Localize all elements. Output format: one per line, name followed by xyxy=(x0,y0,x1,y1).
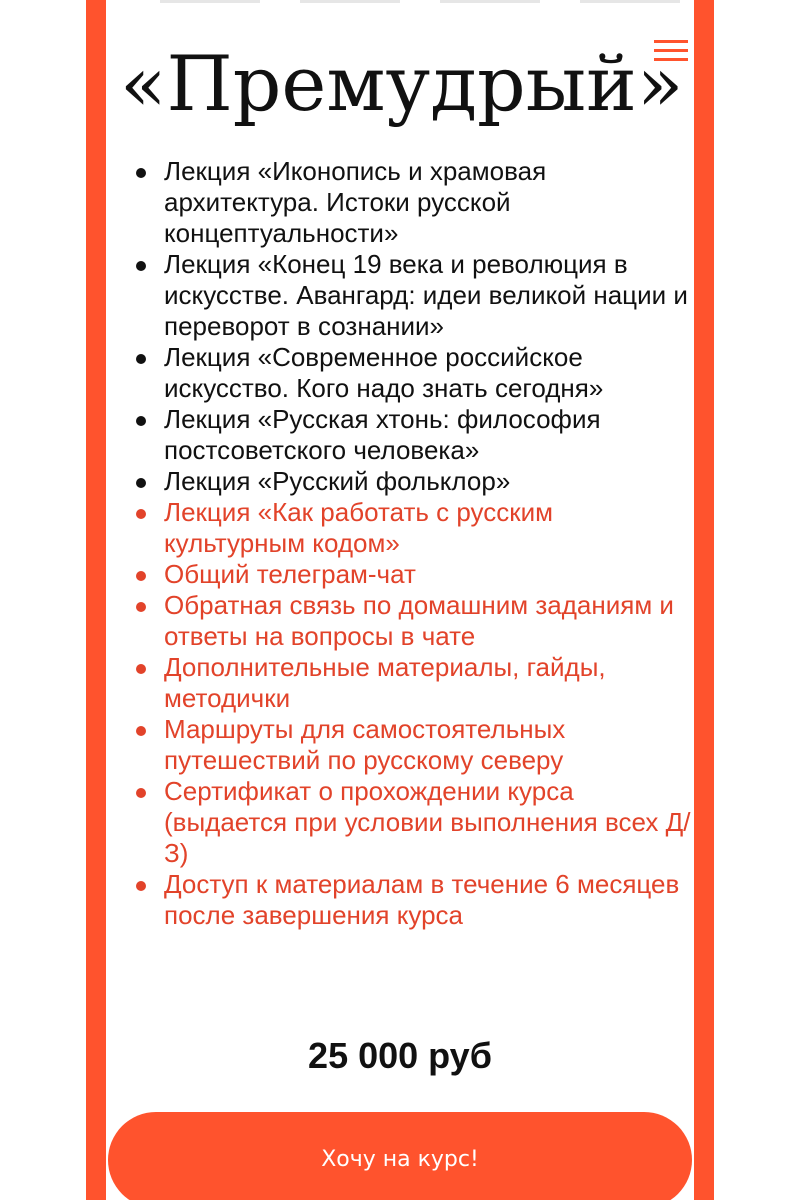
list-item: Дополнительные материалы, гайды, методички xyxy=(132,652,692,714)
right-accent-border xyxy=(694,0,714,1200)
divider xyxy=(580,0,680,3)
divider xyxy=(440,0,540,3)
list-item: Лекция «Конец 19 века и революция в искусстве. Авангард: идеи великой нации и переворот в сознании» xyxy=(132,249,692,342)
enroll-button[interactable]: Хочу на курс! xyxy=(108,1112,692,1200)
top-cutoff-strip xyxy=(160,0,680,4)
list-item: Лекция «Современное российское искусство. Кого надо знать сегодня» xyxy=(132,342,692,404)
list-item: Доступ к материалам в течение 6 месяцев после завершения курса xyxy=(132,869,692,931)
list-item: Лекция «Русская хтонь: философия постсоветского человека» xyxy=(132,404,692,466)
divider xyxy=(300,0,400,3)
course-features-list xyxy=(132,156,692,931)
list-item: Лекция «Русский фольклор» xyxy=(132,466,692,497)
list-item: Обратная связь по домашним заданиям и ответы на вопросы в чате xyxy=(132,590,692,652)
list-item: Лекция «Как работать с русским культурным кодом» xyxy=(132,497,692,559)
list-item: Сертификат о прохождении курса (выдается при условии выполнения всех Д/З) xyxy=(132,776,692,869)
list-item: Лекция «Иконопись и храмовая архитектура. Истоки русской концептуальности» xyxy=(132,156,692,249)
course-price: 25 000 руб xyxy=(308,1035,492,1076)
page-title: «Премудрый» xyxy=(120,39,684,128)
list-item: Общий телеграм-чат xyxy=(132,559,692,590)
divider xyxy=(160,0,260,3)
list-item: Маршруты для самостоятельных путешествий по русскому северу xyxy=(132,714,692,776)
left-accent-border xyxy=(86,0,106,1200)
